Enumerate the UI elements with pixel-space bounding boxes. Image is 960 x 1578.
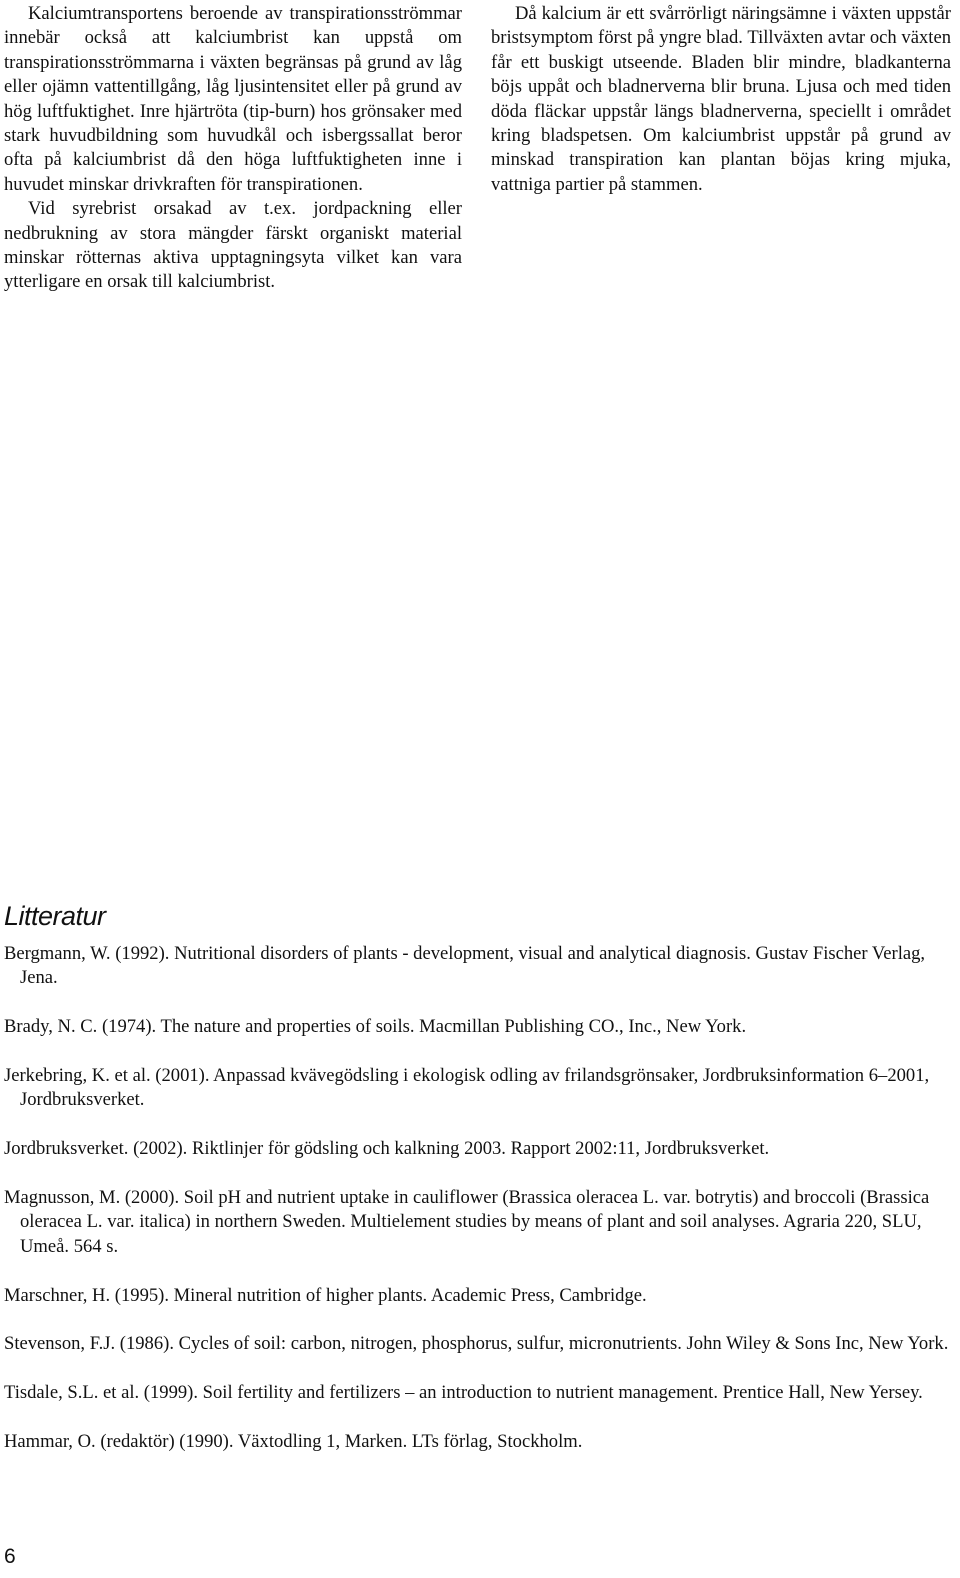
reference-item: Brady, N. C. (1974). The nature and properties of soils. Macmillan Publishing CO., Inc., New York.: [4, 1016, 747, 1038]
reference-item: Bergmann, W. (1992). Nutritional disorders of plants - development, visual and analytical diagnosis. Gustav Fischer Verlag, Jena.: [4, 943, 926, 989]
reference-list: [4, 942, 950, 1479]
reference-item: Marschner, H. (1995). Mineral nutrition of higher plants. Academic Press, Cambridge.: [4, 1284, 647, 1306]
paragraph-calcium-transport: Kalciumtransportens beroende av transpirationsströmmar innebär också att kalciumbrist kan uppstå om transpirationsströmmarna i växten begränsas på grund av låg eller ojämn vattentillgång, låg ljusintensitet eller på grund av hög luftfuktighet. Inre hjärtröta (tip-burn) hos grönsaker med stark huvudbildning som huvudkål och isbergssallat beror ofta på kalciumbrist då den höga luftfuktigheten inne i huvudet minskar drivkraften för transpirationen.: [4, 3, 462, 195]
page-number: 6: [4, 1545, 16, 1568]
paragraph-deficiency-symptoms: Då kalcium är ett svårrörligt näringsämne i växten uppstår bristsymptom först på yngre blad. Tillväxten avtar och växten får ett buskigt utseende. Bladen blir mindre, bladkanterna böjs uppåt och bladnerverna blir bruna. Ljusa och med tiden döda fläckar uppstår längs bladnerverna, speciellt i området kring bladspetsen. Om kalciumbrist uppstår på grund av minskad transpiration kan plantan böjas kring mjuka, vattniga partier på stammen.: [491, 3, 951, 195]
reference-item: Magnusson, M. (2000). Soil pH and nutrient uptake in cauliflower (Brassica oleracea L. var. botrytis) and broccoli (Brassica oleracea L. var. italica) in northern Sweden. Multielement studies by means of plant and soil analyses. Agraria 220, SLU, Umeå. 564 s.: [4, 1187, 930, 1257]
paragraph-oxygen-deficiency: Vid syrebrist orsakad av t.ex. jordpackning eller nedbrukning av stora mängder färskt organiskt material minskar rötternas aktiva upptagningsyta vilket kan vara ytterligare en orsak till kalciumbrist.: [4, 198, 462, 293]
body-text-right-column: [491, 2, 951, 197]
body-text-left-column: [4, 2, 462, 295]
reference-item: Jordbruksverket. (2002). Riktlinjer för gödsling och kalkning 2003. Rapport 2002:11, Jordbruksverket.: [4, 1138, 770, 1160]
reference-item: Tisdale, S.L. et al. (1999). Soil fertility and fertilizers – an introduction to nutrient management. Prentice Hall, New Yersey.: [4, 1382, 923, 1404]
literature-heading: Litteratur: [4, 901, 106, 931]
reference-item: Stevenson, F.J. (1986). Cycles of soil: carbon, nitrogen, phosphorus, sulfur, micronutrients. John Wiley & Sons Inc, New York.: [4, 1333, 949, 1355]
reference-item: Hammar, O. (redaktör) (1990). Växtodling 1, Marken. LTs förlag, Stockholm.: [4, 1431, 583, 1452]
reference-item: Jerkebring, K. et al. (2001). Anpassad kvävegödsling i ekologisk odling av frilandsgrönsaker, Jordbruksinformation 6–2001, Jordbruksverket.: [4, 1065, 930, 1111]
